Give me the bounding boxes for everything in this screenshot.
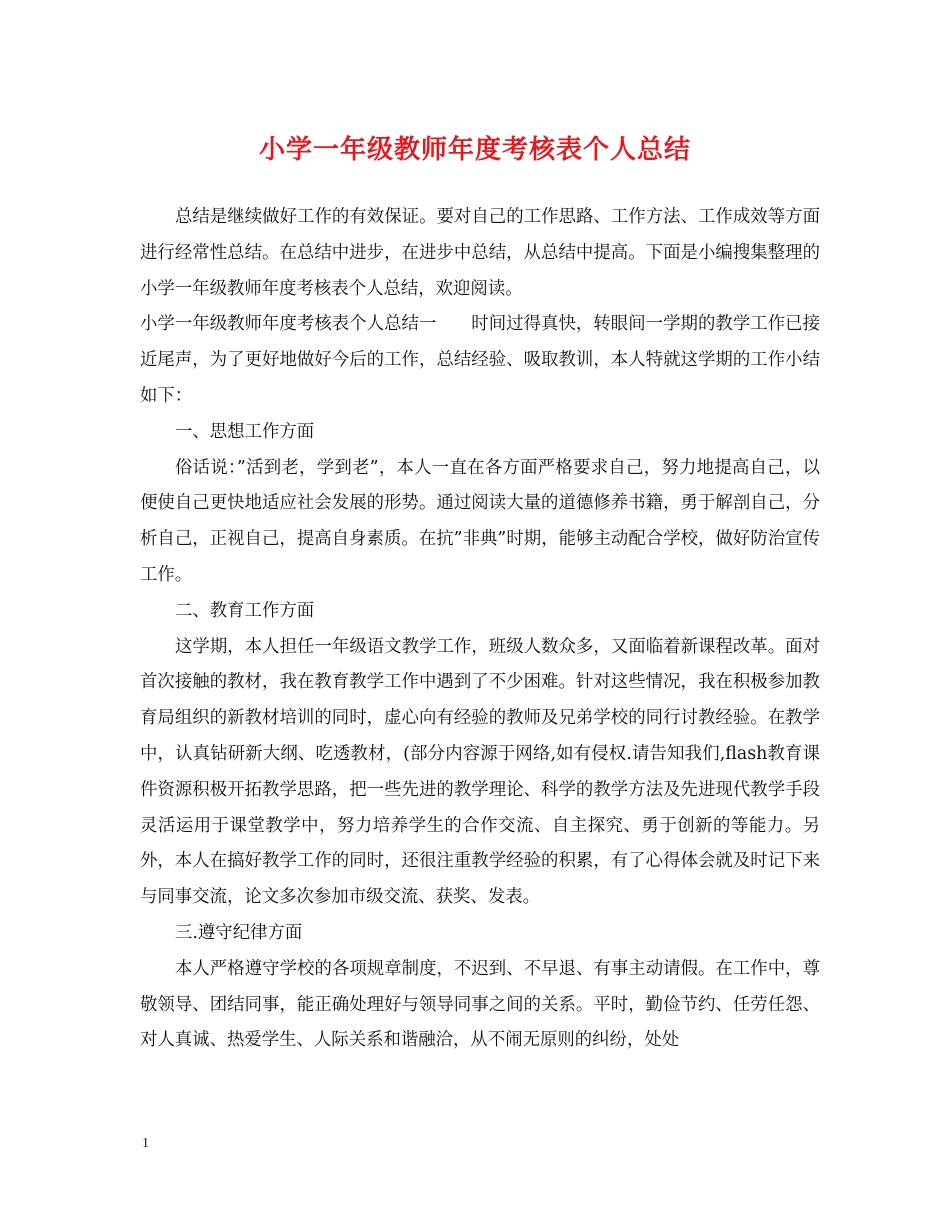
section-heading-education: 二、教育工作方面 [175,600,315,621]
discipline-paragraph: 本人严格遵守学校的各项规章制度，不迟到、不早退、有事主动请假。在工作中，尊敬领导、团结同事，能正确处理好与领导同事之间的关系。平时，勤俭节约、任劳任怨、对人真诚、热爱学生、人际关系和谐融洽，从不闹无原则的纠纷，处处 [140,958,820,1051]
intro-paragraph: 总结是继续做好工作的有效保证。要对自己的工作思路、工作方法、工作成效等方面进行经常性总结。在总结中进步，在进步中总结，从总结中提高。下面是小编搜集整理的小学一年级教师年度考核表个人总结，欢迎阅读。 [140,207,820,299]
section-heading-thought: 一、思想工作方面 [175,421,315,442]
summary-one-opening-paragraph: 小学一年级教师年度考核表个人总结一 时间过得真快，转眼间一学期的教学工作已接近尾声，为了更好地做好今后的工作，总结经验、吸取教训，本人特就这学期的工作小结如下： [140,314,820,406]
page-number: 1 [142,1136,149,1151]
document-body [140,200,820,1059]
document-title: 小学一年级教师年度考核表个人总结 [258,135,691,165]
education-paragraph: 这学期，本人担任一年级语文教学工作，班级人数众多，又面临着新课程改革。面对首次接触的教材，我在教育教学工作中遇到了不少困难。针对这些情况，我在积极参加教育局组织的新教材培训的同时，虚心向有经验的教师及兄弟学校的同行讨教经验。在教学中，认真钻研新大纲、吃透教材，(部分内容源于网络,如有侵权.请告知我们,flash教育课件资源积极开拓教学思路，把一些先进的教学理论、科学的教学方法及先进现代教学手段灵活运用于课堂教学中，努力培养学生的合作交流、自主探究、勇于创新的等能力。另外，本人在搞好教学工作的同时，还很注重教学经验的积累，有了心得体会就及时记下来与同事交流，论文多次参加市级交流、获奖、发表。 [140,636,820,908]
section-heading-discipline: 三.遵守纪律方面 [175,922,303,943]
thought-paragraph: 俗话说：”活到老，学到老”，本人一直在各方面严格要求自己，努力地提高自己，以便使自己更快地适应社会发展的形势。通过阅读大量的道德修养书籍，勇于解剖自己，分析自己，正视自己，提高自身素质。在抗”非典”时期，能够主动配合学校，做好防治宣传工作。 [140,457,820,585]
